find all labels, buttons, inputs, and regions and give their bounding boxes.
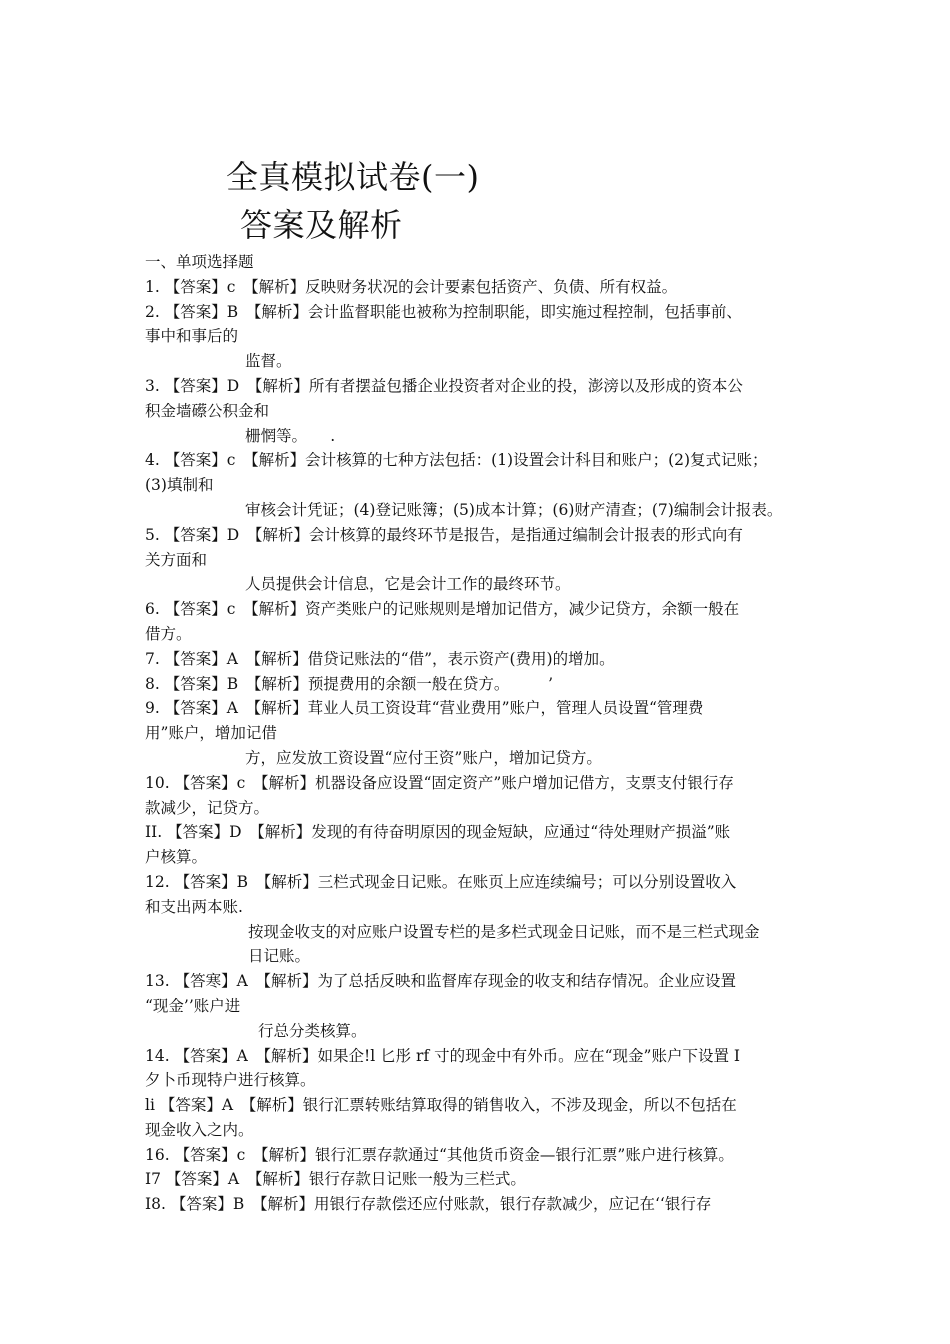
answer-line: 方，应发放工资设置“应付王资”账户，增加记贷方。 xyxy=(245,748,602,767)
answer-line: 3. 【答案】D 【解析】所有者摆益包播企业投资者对企业的投，澎滂以及形成的资本公 xyxy=(145,376,743,395)
answer-line: 栅惘等。 . xyxy=(245,426,336,445)
answer-line: 人员提供会计信息，它是会计工作的最终环节。 xyxy=(245,575,571,594)
answer-line: “现金’’账户进 xyxy=(145,996,241,1015)
answer-line: 按现金收支的对应账户设置专栏的是多栏式现金日记账，而不是三栏式现金 xyxy=(248,922,760,941)
answer-line: 款减少，记贷方。 xyxy=(145,798,270,817)
answer-line: 审核会计凭证；(4)登记账簿；(5)成本计算；(6)财产清查；(7)编制会计报表。 xyxy=(245,500,783,519)
answer-line: I8. 【答案】B 【解析】用银行存款偿还应付账款，银行存款减少，应记在‘‘银行存 xyxy=(145,1195,712,1214)
section-heading: 一、单项选择题 xyxy=(145,253,254,271)
answer-line: 夕卜币现特户进行核算。 xyxy=(145,1071,316,1090)
answer-line: 14. 【答案】A 【解析】如果企!l 匕彤 rf 寸的现金中有外币。应在“现金”账户下设置 I xyxy=(145,1046,741,1065)
answer-line: 2. 【答案】B 【解析】会计监督职能也被称为控制职能，即实施过程控制，包括事前、 xyxy=(145,302,742,321)
answer-text-body xyxy=(145,250,817,1217)
answer-line: 积金墙礤公积金和 xyxy=(145,401,270,420)
answer-line: (3)填制和 xyxy=(145,476,214,495)
answer-line: li 【答案】A 【解析】银行汇票转账结算取得的销售收入，不涉及现金，所以不包括在 xyxy=(145,1096,737,1115)
answer-line: 户核算。 xyxy=(145,848,208,867)
document-title: 全真模拟试卷(一) xyxy=(226,158,480,196)
document-subtitle: 答案及解析 xyxy=(240,206,403,244)
answer-line: 借方。 xyxy=(145,624,192,643)
answer-line: 13. 【答寒】A 【解析】为了总括反映和监督库存现金的收支和结存情况。企业应设置 xyxy=(145,972,737,991)
answer-line: 行总分类核算。 xyxy=(258,1021,367,1040)
answer-line: 16. 【答案】c 【解析】银行汇票存款通过“其他货币资金—银行汇票”账户进行核算。 xyxy=(145,1145,734,1164)
answer-line: I7 【答案】A 【解析】银行存款日记账一般为三栏式。 xyxy=(145,1170,526,1189)
answer-line: 和支出两本账. xyxy=(145,897,243,916)
answer-line: 5. 【答案】D 【解析】会计核算的最终环节是报告，是指通过编制会计报表的形式向有 xyxy=(145,525,743,544)
answer-line: 关方面和 xyxy=(145,550,208,569)
answer-line: 8. 【答案】B 【解析】预提费用的余额一般在贷方。 ’ xyxy=(145,674,554,693)
answer-line: 4. 【答案】c 【解析】会计核算的七种方法包括：(1)设置会计科目和账户；(2)复式记账； xyxy=(145,451,768,470)
answer-line: 9. 【答案】A 【解析】茸业人员工资设茸“营业费用”账户，管理人员设置“管理费 xyxy=(145,699,704,718)
answer-line: 现金收入之内。 xyxy=(145,1120,254,1139)
answer-line: 7. 【答案】A 【解析】借贷记账法的“借”，表示资产(费用)的增加。 xyxy=(145,649,615,668)
answer-line: 12. 【答案】B 【解析】三栏式现金日记账。在账页上应连续编号；可以分别设置收入 xyxy=(145,872,737,891)
answer-line: 监督。 xyxy=(245,352,292,371)
answer-line: 10. 【答案】c 【解析】机器设备应设置“固定资产”账户增加记借方，支票支付银行存 xyxy=(145,773,734,792)
answer-line: II. 【答案】D 【解析】发现的有待奋明原因的现金短缺，应通过“待处理财产损溢”账 xyxy=(145,823,731,842)
answer-line: 用”账户，增加记借 xyxy=(145,724,277,743)
answer-line: 日记账。 xyxy=(248,947,311,966)
answer-line: 1. 【答案】c 【解析】反映财务状况的会计要素包括资产、负债、所有权益。 xyxy=(145,277,678,296)
answer-line: 6. 【答案】c 【解析】资产类账户的记账规则是增加记借方，减少记贷方，余额一般在 xyxy=(145,600,740,619)
answer-line: 事中和事后的 xyxy=(145,327,239,346)
